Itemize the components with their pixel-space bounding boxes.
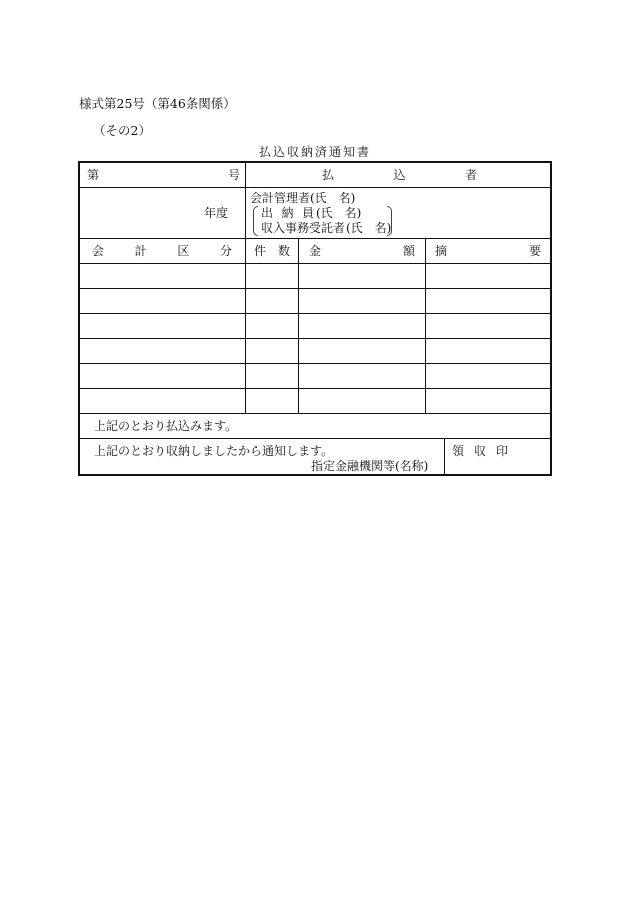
remarks-char-2: 要 <box>528 244 541 258</box>
payer-label <box>322 169 477 181</box>
notice-table <box>78 161 552 476</box>
accounting-manager-label: 会計管理者(氏 名) <box>250 191 356 205</box>
rule-blank-6 <box>78 413 552 414</box>
institution-label: 指定金融機関等(名称) <box>311 459 429 473</box>
cashier-label <box>261 207 314 219</box>
column-account-division <box>92 245 232 257</box>
cashier-name-label: (氏 名) <box>316 206 362 220</box>
column-amount <box>309 245 415 257</box>
account-char-3: 区 <box>177 244 190 258</box>
fiscal-year-label: 年度 <box>204 206 229 220</box>
amount-char-2: 額 <box>402 244 415 258</box>
remarks-char-1: 摘 <box>435 244 448 258</box>
rule-blank-3 <box>78 338 552 339</box>
count-char-2: 数 <box>277 244 290 258</box>
rule-v-stamp <box>444 438 445 475</box>
rule-row1 <box>78 187 552 188</box>
table-border-right <box>550 161 552 476</box>
rule-blank-5 <box>78 388 552 389</box>
go-label: 号 <box>228 168 241 182</box>
account-char-1: 会 <box>92 244 105 258</box>
rule-blank-2 <box>78 313 552 314</box>
footer-paid-statement: 上記のとおり払込みます。 <box>94 419 238 433</box>
form-number: 様式第25号（第46条関係） <box>79 96 236 111</box>
cashier-char-3: 員 <box>301 206 314 220</box>
table-border-left <box>78 161 80 476</box>
rule-row2 <box>78 238 552 239</box>
rule-v-account <box>245 238 246 413</box>
footer-received-statement: 上記のとおり収納しましたから通知します。 <box>94 444 334 458</box>
rule-header <box>78 263 552 264</box>
left-brace <box>253 206 258 236</box>
part-number: （その2） <box>93 123 151 138</box>
dai-label: 第 <box>87 168 100 182</box>
account-char-4: 分 <box>219 244 232 258</box>
document-title: 払込収納済通知書 <box>258 145 371 159</box>
rule-blank-4 <box>78 363 552 364</box>
column-count <box>254 245 290 257</box>
agent-name-label: (氏 名) <box>346 221 392 235</box>
cashier-char-2: 納 <box>281 206 294 220</box>
amount-char-1: 金 <box>309 244 322 258</box>
rule-v-top <box>245 161 246 238</box>
count-char-1: 件 <box>254 244 267 258</box>
column-remarks <box>435 245 541 257</box>
stamp-char-1: 領 <box>452 444 465 458</box>
rule-v-count <box>298 238 299 413</box>
receipt-stamp-label <box>452 445 508 457</box>
rule-blank-1 <box>78 288 552 289</box>
account-char-2: 計 <box>134 244 147 258</box>
payer-char-1: 払 <box>322 168 335 182</box>
stamp-char-3: 印 <box>495 444 508 458</box>
rule-v-amount <box>425 238 426 413</box>
payer-char-3: 者 <box>464 168 477 182</box>
stamp-char-2: 収 <box>473 444 486 458</box>
cashier-char-1: 出 <box>261 206 274 220</box>
table-border-top <box>78 161 552 163</box>
rule-footer1 <box>78 438 552 439</box>
payer-char-2: 込 <box>393 168 406 182</box>
right-brace <box>387 206 392 236</box>
agent-label: 収入事務受託者 <box>261 221 346 235</box>
table-border-bottom <box>78 474 552 476</box>
